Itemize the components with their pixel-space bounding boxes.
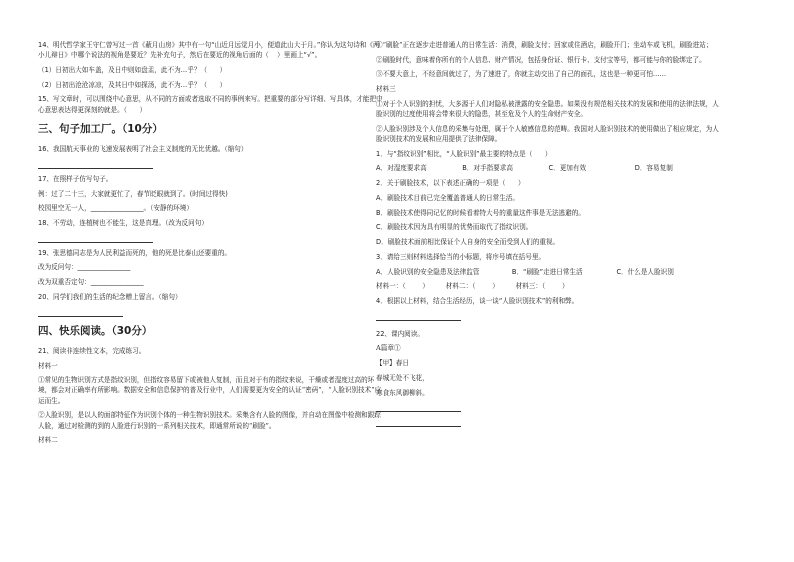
q20-answer-line[interactable] bbox=[38, 307, 383, 317]
material-1-label: 材料一 bbox=[38, 361, 58, 370]
option-c[interactable]: C．更加有效 bbox=[548, 164, 587, 173]
q19-rewrite-question: 改为反问句：________________ bbox=[38, 263, 131, 272]
option-b[interactable]: B．刷脸技术使得同记忆的时候看着特大号的重量这件事是无法逃避的。 bbox=[376, 208, 585, 217]
material-2-paragraph-3: ③不要大意上，不经意间就过了，为了速进了，你就主动交出了自己的面孔，这也是一种更可怕…… bbox=[376, 70, 667, 79]
option-c[interactable]: C．刷脸技术因为具有明显的优势而取代了指纹识别。 bbox=[376, 223, 533, 232]
poem-answer-line-2[interactable] bbox=[376, 417, 721, 427]
q19-rewrite-double-negative: 改为双重否定句：________________ bbox=[38, 278, 144, 287]
q18: 18、不劳动，连植树也不能生，这是真理。（改为反问句） bbox=[38, 218, 208, 227]
left-column bbox=[38, 40, 383, 450]
right-column bbox=[376, 40, 721, 432]
material-3-label: 材料三 bbox=[376, 85, 396, 94]
q21: 21、阅读非连续性文本，完成练习。 bbox=[38, 346, 146, 355]
q17-task: 校园里空无一人，________________。（安静的环境） bbox=[38, 204, 193, 213]
section-4-title: 四、快乐阅读。（30分） bbox=[38, 324, 153, 337]
q15: 15、写文章时，可以围绕中心意思，从不同的方面或者选取不同的事例来写。把重要的部分写详细、写具体，才能把中心意思表达得更深刻的就是。（ ） bbox=[38, 95, 383, 114]
material-3-paragraph-2: ②人脸识别涉及个人信息的采集与处理，属于个人敏感信息的范畴。我国对人脸识别技术的使用做出了相应规定，为人脸识别技术的发展和应用提供了法律保障。 bbox=[376, 124, 719, 144]
option-d[interactable]: D．刷脸技术面前相比保证个人自身的安全而受到人们的重视。 bbox=[376, 238, 560, 247]
reading-q1: 1．与“指纹识别”相比，“人脸识别”最主要的特点是（ ） bbox=[376, 149, 552, 158]
material-1-paragraph-2: ②人脸识别，是以人的面部特征作为识别个体的一种生物识别技术。采集含有人脸的图像，并自动在图像中检测和跟踪人脸，通过对检测的到的人脸进行识别的一系列相关技术，即通常所说的“刷脸”。 bbox=[38, 411, 381, 430]
material-2-paragraph-2: ②刷脸时代，意味着你所有的个人信息、财产情况，包括身份证、银行卡、支付宝等号，都可能与你的脸绑定了。 bbox=[376, 55, 706, 64]
material-2-paragraph-1: ①“刷脸”正在逐步走进普通人的日常生活：消费，刷脸支付；回家或住酒店，刷脸开门；坐动车或飞机，刷脸进站； bbox=[376, 41, 713, 49]
q17: 17、在照样子仿写句子。 bbox=[38, 174, 113, 183]
material-1-paragraph-1: ①常见的生物识别方式是指纹识别，但指纹容易留下或被他人复制，而且对于有的指纹来说，干燥或者湿度过高的环境，都会对正确率有所影响。数据安全和信息保护的普及行业中，人们需要更为安全的认证“密码”，“人脸识别技术”应运而生。 bbox=[38, 376, 382, 405]
q17-example: 例：过了二十三，大家就更忙了，春节眨眼就到了。(时间过得快) bbox=[38, 189, 228, 198]
poem-line-1: 春城无处不飞花， bbox=[376, 373, 429, 382]
reading-q3: 3．请给三则材料选择恰当的小标题，将序号填在括号里。 bbox=[376, 252, 546, 261]
q16-answer-line[interactable] bbox=[38, 159, 383, 169]
q20: 20、同学们我们的生活的纪念赠上留言。（缩句） bbox=[38, 292, 182, 301]
reading-q3-options bbox=[376, 267, 721, 277]
option-c: C．什么是人脸识别 bbox=[616, 267, 674, 276]
reading-q4: 4．根据以上材料，结合生活经历，谈一谈“人脸识别技术”的利和弊。 bbox=[376, 296, 579, 305]
q14-option-2: （2）日初出沧沧凉凉，及其日中如探汤，此不为…乎？（ ） bbox=[38, 80, 227, 89]
q4-answer-line[interactable] bbox=[376, 311, 721, 321]
q22: 22、课内阅读。 bbox=[376, 329, 424, 338]
reading-q1-options bbox=[376, 163, 721, 173]
poem-answer-line-1[interactable] bbox=[376, 402, 721, 412]
poem-title: 【甲】春日 bbox=[376, 359, 409, 368]
q16: 16、我国航天事业的飞速发展表明了社会主义制度的无比优越。（缩句） bbox=[38, 145, 248, 154]
option-b: B．“刷脸”走进日常生活 bbox=[511, 267, 583, 276]
option-b[interactable]: B．对手指要求高 bbox=[462, 164, 513, 173]
section-3-title: 三、句子加工厂。（10分） bbox=[38, 122, 163, 135]
option-a: A．人脸识别的安全隐患及法律监管 bbox=[376, 267, 480, 276]
material-2-label: 材料二 bbox=[38, 436, 58, 445]
poem-source: A篇章① bbox=[376, 344, 401, 353]
reading-q3-fill[interactable]: 材料一：（ ） 材料二：（ ） 材料三：（ ） bbox=[376, 282, 569, 291]
material-3-paragraph-1: ①对于个人识别的担忧，大多源于人们对隐私被泄露的安全隐患。如果没有规范相关技术的发展和使用的法律法规，人脸识别的过度使用将会带来很大的隐患，甚至危及个人的生命财产安全。 bbox=[376, 99, 719, 119]
option-a[interactable]: A．刷脸技术目前已完全覆盖普通人的日常生活。 bbox=[376, 193, 519, 202]
q19: 19、张思德同志是为人民利益而死的，他的死是比泰山还要重的。 bbox=[38, 248, 232, 257]
q18-answer-line[interactable] bbox=[38, 233, 383, 243]
option-a[interactable]: A．对湿度要求高 bbox=[376, 164, 427, 173]
poem-line-2: 寒食东风御柳斜。 bbox=[376, 388, 429, 397]
q14-stem: 14、明代哲学家王守仁曾写过一首《蔽月山房》其中有一句“山近月远觉月小，便道此山大于月。”你认为这句诗和《两小儿辩日》中哪个说法的视角是要近？先补充句子，然后在要近的视角后面的（ ）里画上“√”。 bbox=[38, 41, 380, 60]
option-d[interactable]: D．容易复制 bbox=[634, 164, 673, 173]
reading-q2: 2．关于刷脸技术，以下表述正确的一项是（ ） bbox=[376, 179, 525, 188]
q14-option-1: （1）日初出大如车盖，及日中则如盘盂，此不为…乎？（ ） bbox=[38, 65, 227, 74]
